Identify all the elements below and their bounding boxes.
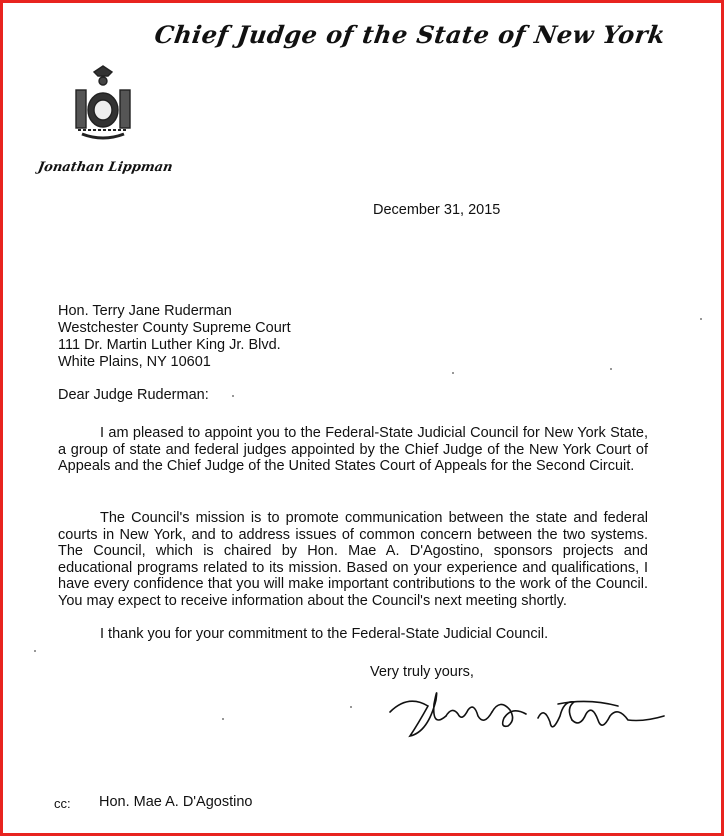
scan-speck xyxy=(232,395,234,397)
cc-recipient: Hon. Mae A. D'Agostino xyxy=(99,794,253,810)
recipient-line: Westchester County Supreme Court xyxy=(58,320,291,336)
letterhead-title xyxy=(0,20,724,49)
recipient-line: White Plains, NY 10601 xyxy=(58,354,211,370)
scan-speck xyxy=(350,706,352,708)
letter-date: December 31, 2015 xyxy=(373,202,501,218)
new-york-state-seal-icon xyxy=(72,64,134,144)
scan-speck xyxy=(34,650,36,652)
body-paragraph-3: I thank you for your commitment to the Federal-State Judicial Council. xyxy=(100,626,549,642)
scan-speck xyxy=(700,318,702,320)
scan-speck xyxy=(222,718,224,720)
closing: Very truly yours, xyxy=(370,664,474,680)
cc-label: cc: xyxy=(54,796,71,811)
salutation: Dear Judge Ruderman: xyxy=(58,387,209,403)
scan-speck xyxy=(452,372,454,374)
letterhead-text: Chief Judge of the State of New York xyxy=(152,20,668,49)
body-paragraph-2: The Council's mission is to promote communication between the state and federal courts in New York, and to address issues of common concern between the two systems. The Council, which is chaired by Hon. Mae A. D'Agostino, sponsors projects and educational programs related to its mission. Based on your experience and qualifications, I have every confidence that you will make important contributions to the work of the Council. You may expect to receive information about the Council's next meeting shortly. xyxy=(58,510,648,609)
scan-speck xyxy=(610,368,612,370)
recipient-line: 111 Dr. Martin Luther King Jr. Blvd. xyxy=(58,337,281,353)
handwritten-signature-icon xyxy=(388,676,668,746)
recipient-line: Hon. Terry Jane Ruderman xyxy=(58,303,232,319)
sender-name: Jonathan Lippman xyxy=(36,160,174,175)
recipient-address xyxy=(58,303,291,371)
body-paragraph-1: I am pleased to appoint you to the Federal-State Judicial Council for New York State, a group of state and federal judges appointed by the Chief Judge of the New York Court of Appeals and the Chief Judge of the United States Court of Appeals for the Second Circuit. xyxy=(58,425,648,474)
